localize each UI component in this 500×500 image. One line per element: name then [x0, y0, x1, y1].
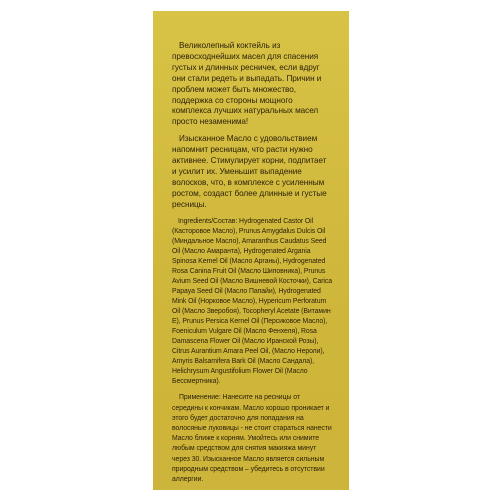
usage-paragraph: Применение: Нанесите на ресницы от середины к кончикам. Масло хорошо проникает и этого будет достаточно для попадания на волосяные луковицы - не стоит стараться нанести Масло ближе к корням. Умойтесь или снимите любым средством для снятия макияжа минут через 30. Изысканное Масло является сильным природным средством – убедитесь в отсутствии аллергии. [172, 394, 332, 484]
description-paragraph: Изысканное Масло с удовольствием напомнит ресницам, что расти нужно активнее. Стимулирует корни, подпитает и усилит их. Уменьшит выпадение волосков, что, в комплексе с усиленным ростом, создаст более длинные и густые ресницы. [172, 134, 327, 209]
intro-paragraph: Великолепный коктейль из превосходнейших масел для спасения густых и длинных ресничек, если вдруг они стали редеть и выпадать. Причин и проблем может быть множество, поддержка со стороны мощного комплекса лучших натуральных масел просто незаменима! [172, 41, 322, 127]
ingredients-paragraph: Ingredients/Состав: Hydrogenated Castor Oil (Касторовое Масло), Prunus Amygdalus Dulcis Oil (Миндальное Масло), Amaranthus Caudatus Seed Oil (Масло Амаранта), Hydrogenated Argania Spinosa Kernel Oil (Масло Арганы), Hydrogenated Rosa Canina Fruit Oil (Масло Шиповника), Prunus Avium Seed Oil (Масло Вишневой Косточки), Carica Papaya Seed Oil (Масло Папайи), Hydrogenated Mink Oil (Норковое Масло), Hypericum Perforatum Oil (Масло Зверобоя), Tocopheryl Acetate (Витамин Е), Prunus Persica Kernel Oil (Персиковое Масло), Foeniculum Vulgare Oil (Масло Фенхеля), Rosa Damascena Flower Oil (Масло Иранской Розы), Citrus Aurantium Amara Peel Oil, (Масло Нероли), Amyris Balsamifera Bark Oil (Масло Сандала), Helichrysum Angustifolium Flower Oil (Масло Бессмертника). [172, 217, 333, 386]
product-label-panel [153, 11, 349, 490]
